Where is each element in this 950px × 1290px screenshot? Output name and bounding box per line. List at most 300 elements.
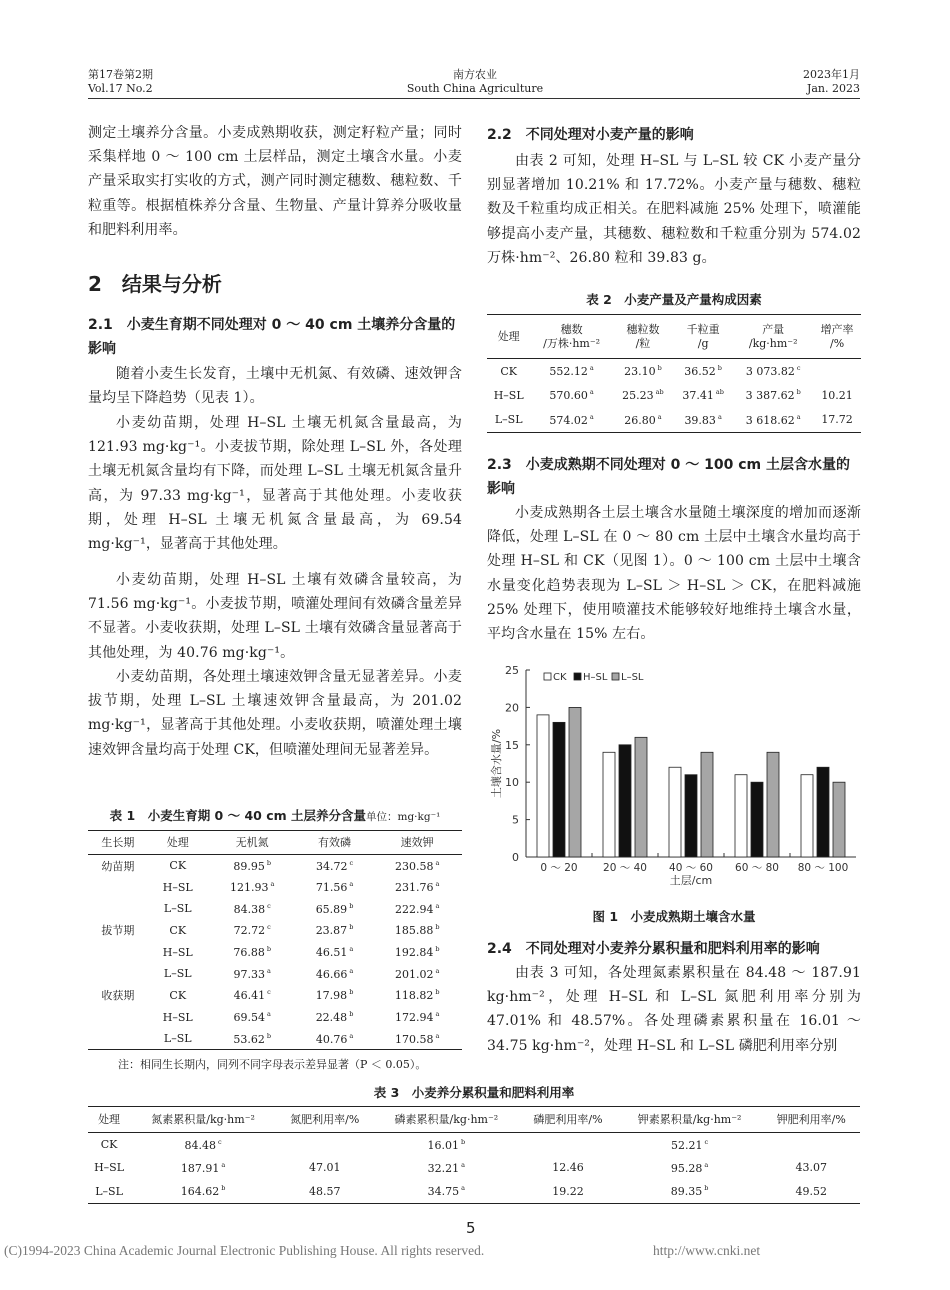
table1-available-k-value: 222.94 <box>394 902 434 916</box>
table1-inorganic-n <box>208 963 297 985</box>
table2-header <box>673 315 733 359</box>
bar-hsl-0 <box>553 722 565 857</box>
table2-thousand-grain-weight <box>673 408 733 433</box>
table1-row <box>88 985 462 1007</box>
table3-k-use-efficiency <box>763 1180 860 1204</box>
bar-lsl-1 <box>635 737 647 857</box>
table2-row <box>487 383 861 408</box>
section-title: 2 结果与分析 <box>88 272 222 296</box>
subsection-2-2-title: 2.2 不同处理对小麦产量的影响 <box>487 127 694 143</box>
table1-available-p-value: 34.72 <box>315 859 348 873</box>
table1-inorganic-n <box>208 941 297 963</box>
bar-hsl-2 <box>685 775 697 857</box>
table3-n-accumulation-significance: a <box>221 1160 226 1169</box>
table1-inorganic-n-value: 46.41 <box>233 989 266 1003</box>
table3-n-use-efficiency <box>276 1133 373 1157</box>
table3-header-row <box>88 1107 860 1133</box>
journal-name-en: South China Agriculture <box>406 82 544 95</box>
legend-label: L–SL <box>621 672 644 683</box>
table1-stage <box>88 876 148 898</box>
table1-available-p <box>297 1028 373 1050</box>
table1-title: 表 1 小麦生育期 0 ～ 40 cm 土层养分含量 <box>109 808 366 823</box>
header-date-cn: 2023年1月 <box>803 68 860 81</box>
table1-row <box>88 941 462 963</box>
table2-yield <box>733 383 813 408</box>
table2-row <box>487 408 861 433</box>
legend-swatch-lsl <box>612 673 619 680</box>
table3-p-accumulation-significance: a <box>461 1160 466 1169</box>
table1-inorganic-n-significance: a <box>270 880 275 889</box>
paragraph-2-1-c: 小麦幼苗期，处理 H–SL 土壤有效磷含量较高，为 71.56 mg·kg⁻¹。小麦拔节期，喷灌处理间有效磷含量差异不显著。小麦收获期，处理 L–SL 土壤有效磷含量显著高于其他处理，为 40.76 mg·kg⁻¹。 <box>88 572 462 661</box>
bar-hsl-3 <box>751 782 763 857</box>
table1-available-k-value: 118.82 <box>394 989 434 1003</box>
table2-yield-significance: a <box>796 412 801 421</box>
table1-inorganic-n-value: 69.54 <box>233 1011 265 1025</box>
table1-available-p <box>297 876 373 898</box>
table1-available-k <box>372 920 462 942</box>
table1-header-row <box>88 831 462 855</box>
table2-grains-per-spike-significance: b <box>657 364 662 372</box>
bar-ck-3 <box>735 775 747 857</box>
bar-hsl-4 <box>817 767 829 857</box>
table1-treatment-value: L–SL <box>163 902 192 916</box>
footer-copyright: (C)1994-2023 China Academic Journal Electronic Publishing House. All rights reserved. <box>4 1243 485 1258</box>
bar-lsl-0 <box>569 707 581 857</box>
table2-spikes <box>530 359 612 384</box>
table2-thousand-grain-weight <box>673 383 733 408</box>
table3-n-use-efficiency-value: 48.57 <box>308 1184 341 1198</box>
table2-grains-per-spike-value: 23.10 <box>624 365 656 378</box>
paragraph-2-2: 由表 2 可知，处理 H–SL 与 L–SL 较 CK 小麦产量分别显著增加 10.21% 和 17.72%。小麦产量与穗数、穗粒数及千粒重均成正相关。在肥料减施 25% 处理下，喷灌能够提高小麦产量，其穗数、穗粒数和千粒重分别为 574.02 万株·hm⁻²、26.80 粒和 39.83 g。 <box>487 153 861 266</box>
table2-spikes-value: 574.02 <box>549 413 588 427</box>
table1-inorganic-n <box>208 855 297 877</box>
table3-k-accumulation-value: 95.28 <box>670 1161 703 1175</box>
table1-available-k-significance: b <box>435 988 440 997</box>
table2-header <box>733 315 813 359</box>
table2-thousand-grain-weight-value: 37.41 <box>682 389 714 403</box>
table1-available-k-significance: b <box>435 923 440 932</box>
table1-treatment <box>148 1028 208 1050</box>
table1-available-p-value: 65.89 <box>315 902 348 916</box>
table3-header: 钾素累积量/kg·hm⁻² <box>637 1112 742 1126</box>
table3-header: 氮素累积量/kg·hm⁻² <box>151 1112 255 1126</box>
table3-p-accumulation-significance: a <box>461 1184 466 1192</box>
table2-yield-value: 3 618.62 <box>745 413 795 427</box>
bar-ck-1 <box>603 752 615 857</box>
table2-header-line1: 处理 <box>497 329 520 343</box>
table1-available-p-significance: b <box>349 988 354 997</box>
table1-available-k-value: 192.84 <box>394 946 434 960</box>
table1-treatment <box>148 898 208 920</box>
table1-available-p-value: 17.98 <box>315 989 348 1003</box>
table1-available-k-value: 201.02 <box>394 967 434 981</box>
table1-available-k <box>372 1028 462 1050</box>
table1-note: 注：相同生长期内，同列不同字母表示差异显著（P ＜ 0.05）。 <box>118 1058 427 1071</box>
table3-n-accumulation-value: 164.62 <box>180 1185 220 1198</box>
table2-grains-per-spike-value: 25.23 <box>622 389 654 403</box>
table2-header-line2: /万株·hm⁻² <box>543 336 601 350</box>
table3-treatment <box>88 1156 130 1180</box>
table1-inorganic-n-significance: c <box>267 923 271 932</box>
table2-caption: 表 2 小麦产量及产量构成因素 <box>586 292 762 307</box>
table2-header <box>613 315 673 359</box>
table2-header-row <box>487 315 861 359</box>
table3-k-accumulation-value: 89.35 <box>670 1185 703 1198</box>
table2-yield-significance: c <box>796 364 801 372</box>
table3-n-use-efficiency <box>276 1156 373 1180</box>
table1-available-k <box>372 876 462 898</box>
table3-k-use-efficiency <box>763 1156 860 1180</box>
y-tick-label: 5 <box>512 813 519 827</box>
table1-inorganic-n <box>208 876 297 898</box>
header-left <box>88 68 153 96</box>
table1-treatment <box>148 876 208 898</box>
table2-treatment <box>487 408 530 433</box>
table2-thousand-grain-weight <box>673 359 733 384</box>
table3 <box>88 1106 860 1204</box>
table3-p-use-efficiency <box>519 1133 616 1157</box>
table1-inorganic-n-value: 84.38 <box>233 902 266 916</box>
table3-header: 磷素累积量/kg·hm⁻² <box>394 1112 499 1126</box>
table1-stage-value: 拔节期 <box>101 924 135 938</box>
header-right <box>803 68 860 96</box>
table2-thousand-grain-weight-significance: a <box>717 412 722 421</box>
table3-header: 磷肥利用率/% <box>533 1112 603 1126</box>
table3-treatment-value: CK <box>100 1138 118 1151</box>
table3-k-use-efficiency <box>763 1133 860 1157</box>
bar-ck-0 <box>537 715 549 857</box>
table1-available-k-significance: a <box>435 1010 440 1019</box>
table2-header-line2: /% <box>829 336 845 350</box>
table1-available-k-significance: a <box>435 966 440 975</box>
legend-swatch-hsl <box>574 673 581 680</box>
table3-k-accumulation-significance: a <box>704 1160 709 1169</box>
bar-lsl-4 <box>833 782 845 857</box>
table1-stage-value: 幼苗期 <box>101 859 135 873</box>
table1-caption <box>88 806 462 824</box>
table1-inorganic-n-value: 121.93 <box>230 881 269 895</box>
table2-row <box>487 359 861 384</box>
table1-available-k-significance: a <box>435 880 440 889</box>
table1-available-p-value: 46.66 <box>315 967 348 981</box>
table3-row <box>88 1156 860 1180</box>
paragraph-2-4: 由表 3 可知，各处理氮素累积量在 84.48 ～ 187.91 kg·hm⁻²，处理 H–SL 和 L–SL 氮肥利用率分别为 47.01% 和 48.57%。各处理磷素累积量在 16.01 ～ 34.75 kg·hm⁻²，处理 H–SL 和 L–SL 磷肥利用率分别 <box>487 965 861 1054</box>
table1-stage <box>88 1006 148 1028</box>
subsection-2-1-title: 2.1 小麦生育期不同处理对 0 ～ 40 cm 土壤养分含量的影响 <box>88 317 456 357</box>
y-tick-label: 0 <box>512 851 519 864</box>
footer-url: http://www.cnki.net <box>653 1243 761 1258</box>
table1-inorganic-n-significance: b <box>266 858 272 867</box>
table2-spikes-value: 570.60 <box>549 389 588 403</box>
table2-grains-per-spike-significance: a <box>657 412 662 421</box>
table1-header: 无机氮 <box>235 835 269 849</box>
table1-available-p-value: 71.56 <box>315 881 348 895</box>
y-axis-title: 土壤含水量/% <box>490 728 503 799</box>
table3-n-accumulation-value: 187.91 <box>180 1161 220 1175</box>
table3-treatment-value: L–SL <box>95 1184 123 1198</box>
table2-spikes <box>530 383 612 408</box>
table3-n-use-efficiency-value: 47.01 <box>308 1161 341 1175</box>
table1-available-p-value: 22.48 <box>315 1011 348 1025</box>
table1-inorganic-n-value: 72.72 <box>233 924 266 938</box>
table1-available-p <box>297 941 373 963</box>
figure1-caption: 图 1 小麦成熟期土壤含水量 <box>592 909 756 924</box>
table1-available-k <box>372 855 462 877</box>
legend-label: H–SL <box>583 672 608 683</box>
intro-paragraph: 测定土壤养分含量。小麦成熟期收获，测定籽粒产量；同时采集样地 0 ～ 100 cm 土层样品，测定土壤含水量。小麦产量采取实打实收的方式，测产同时测定穗数、穗粒数、千粒重等。根据植株养分含量、生物量、产量计算养分吸收量和肥料利用率。 <box>88 125 462 238</box>
table1-stage <box>88 1028 148 1050</box>
table1-available-k-significance: a <box>435 858 440 867</box>
table3-k-accumulation <box>617 1180 763 1204</box>
table2-spikes-value: 552.12 <box>549 365 588 378</box>
table2-header-line1: 增产率 <box>820 322 854 336</box>
table1-available-p-significance: a <box>349 966 354 975</box>
table2-header-line1: 穗数 <box>560 322 583 336</box>
table1-inorganic-n <box>208 985 297 1007</box>
table1-row <box>88 876 462 898</box>
table1-header: 处理 <box>166 835 189 849</box>
table1-available-p-value: 23.87 <box>315 924 348 938</box>
table2-grains-per-spike-value: 26.80 <box>624 413 656 427</box>
table1-available-p-significance: c <box>349 858 354 867</box>
y-tick-label: 15 <box>505 738 519 752</box>
table1-available-p <box>297 963 373 985</box>
table1-inorganic-n <box>208 920 297 942</box>
table1-treatment <box>148 985 208 1007</box>
table2-header-line1: 产量 <box>762 322 785 336</box>
y-tick-label: 20 <box>505 701 519 715</box>
table1-available-k-value: 170.58 <box>394 1032 434 1046</box>
table3-p-accumulation <box>373 1133 519 1157</box>
table3-caption: 表 3 小麦养分累积量和肥料利用率 <box>373 1085 575 1100</box>
table3-p-accumulation-value: 32.21 <box>427 1161 460 1175</box>
bar-ck-4 <box>801 775 813 857</box>
table3-treatment <box>88 1180 130 1204</box>
table1-available-p <box>297 920 373 942</box>
table3-p-accumulation-significance: b <box>461 1137 466 1146</box>
table1-available-k-value: 185.88 <box>394 924 434 938</box>
table1-inorganic-n-value: 76.88 <box>233 946 265 960</box>
legend-swatch-ck <box>544 673 551 680</box>
table1-treatment <box>148 920 208 942</box>
table1-treatment-value: CK <box>169 988 187 1002</box>
table3-p-use-efficiency-value: 12.46 <box>552 1161 584 1175</box>
table1-available-p-value: 40.76 <box>315 1032 348 1046</box>
table1-available-p-significance: b <box>349 923 354 932</box>
header-date-en: Jan. 2023 <box>806 82 860 95</box>
table1-available-k <box>372 898 462 920</box>
table1-available-k <box>372 963 462 985</box>
table1-available-p-significance: b <box>349 1010 354 1019</box>
table1-stage-value: 收获期 <box>101 989 135 1003</box>
table1-treatment-value: H–SL <box>162 1010 193 1024</box>
table1-row <box>88 920 462 942</box>
table1-header: 速效钾 <box>400 835 434 849</box>
bar-hsl-1 <box>619 745 631 857</box>
table3-k-accumulation-significance: c <box>704 1137 709 1146</box>
table1-row <box>88 1028 462 1050</box>
x-tick-label: 80 ～ 100 <box>797 862 849 874</box>
paragraph-2-1-b: 小麦幼苗期，处理 H–SL 土壤无机氮含量最高，为 121.93 mg·kg⁻¹。小麦拔节期，除处理 L–SL 外，各处理土壤无机氮含量均有下降，而处理 L–SL 土壤无机氮含量升高，为 97.33 mg·kg⁻¹，显著高于其他处理。小麦收获期，处理 H–SL 土壤无机氮含量最高，为 69.54 mg·kg⁻¹，显著高于其他处理。 <box>88 415 462 553</box>
table1-treatment-value: H–SL <box>162 945 193 959</box>
table1-treatment <box>148 855 208 877</box>
table1 <box>88 830 462 1050</box>
table2 <box>487 314 861 433</box>
table2-header <box>487 315 530 359</box>
table1-inorganic-n <box>208 1028 297 1050</box>
table1-inorganic-n-significance: a <box>267 1010 271 1019</box>
table1-available-p-value: 46.51 <box>315 946 348 960</box>
table1-treatment-value: L–SL <box>163 967 192 981</box>
table1-row <box>88 855 462 877</box>
table2-spikes-significance: a <box>589 364 594 372</box>
table2-header <box>813 315 861 359</box>
table1-header: 生长期 <box>101 835 135 849</box>
table3-n-accumulation <box>130 1156 276 1180</box>
table1-inorganic-n-significance: b <box>266 1031 272 1040</box>
table1-stage <box>88 985 148 1007</box>
table2-yield-value: 3 073.82 <box>745 365 795 378</box>
table3-n-accumulation <box>130 1180 276 1204</box>
table3-p-accumulation-value: 16.01 <box>427 1138 460 1152</box>
soil-moisture-bar-chart <box>480 660 860 890</box>
header-center <box>360 68 590 96</box>
table3-p-use-efficiency <box>519 1156 616 1180</box>
table3-k-accumulation <box>617 1156 763 1180</box>
table3-n-accumulation <box>130 1133 276 1157</box>
table3-k-use-efficiency-value: 43.07 <box>795 1161 828 1175</box>
table1-available-k <box>372 941 462 963</box>
table3-p-accumulation <box>373 1156 519 1180</box>
table1-row <box>88 898 462 920</box>
table2-spikes <box>530 408 612 433</box>
table1-inorganic-n-significance: b <box>266 945 272 954</box>
table3-header: 钾肥利用率/% <box>776 1112 846 1126</box>
legend-label: CK <box>553 672 567 683</box>
table1-inorganic-n-value: 89.95 <box>233 859 265 873</box>
table1-inorganic-n-significance: a <box>267 966 271 975</box>
table1-treatment-value: H–SL <box>162 880 193 894</box>
table1-unit: 单位：mg·kg⁻¹ <box>365 811 441 823</box>
table2-thousand-grain-weight-value: 36.52 <box>684 365 716 378</box>
table1-treatment-value: CK <box>169 859 187 873</box>
table3-header: 处理 <box>98 1112 121 1126</box>
table1-available-p <box>297 1006 373 1028</box>
x-tick-label: 40 ～ 60 <box>669 862 713 874</box>
table1-inorganic-n <box>208 898 297 920</box>
table2-yield <box>733 359 813 384</box>
table3-p-use-efficiency-value: 19.22 <box>552 1184 584 1198</box>
page-number: 5 <box>466 1219 476 1237</box>
x-tick-label: 20 ～ 40 <box>603 862 647 874</box>
table1-available-k-significance: b <box>435 945 440 954</box>
table3-n-accumulation-significance: b <box>221 1184 226 1192</box>
header-volume-en: Vol.17 No.2 <box>88 82 153 95</box>
table1-stage <box>88 855 148 877</box>
table1-available-k-value: 172.94 <box>394 1011 434 1025</box>
paragraph-2-1-d: 小麦幼苗期，各处理土壤速效钾含量无显著差异。小麦拔节期，处理 L–SL 土壤速效钾含量最高，为 201.02 mg·kg⁻¹，显著高于其他处理。小麦收获期，喷灌处理土壤速效钾含量均高于处理 CK，但喷灌处理间无显著差异。 <box>88 669 462 758</box>
x-tick-label: 0 ～ 20 <box>540 862 578 874</box>
table2-increase-rate <box>813 408 861 433</box>
table3-p-accumulation <box>373 1180 519 1204</box>
paragraph-2-1-a: 随着小麦生长发育，土壤中无机氮、有效磷、速效钾含量均呈下降趋势（见表 1）。 <box>88 366 462 407</box>
table1-row <box>88 1006 462 1028</box>
table2-treatment <box>487 383 530 408</box>
table2-spikes-significance: a <box>589 412 594 421</box>
header-rule <box>88 98 860 99</box>
table2-thousand-grain-weight-value: 39.83 <box>684 413 716 427</box>
header-volume-cn: 第17卷第2期 <box>88 68 153 81</box>
table2-header-line1: 千粒重 <box>686 322 720 336</box>
table2-grains-per-spike <box>613 408 673 433</box>
table3-p-use-efficiency <box>519 1180 616 1204</box>
table2-header-line1: 穗粒数 <box>626 322 660 336</box>
table3-k-accumulation <box>617 1133 763 1157</box>
table2-yield-significance: b <box>796 388 801 397</box>
table2-yield <box>733 408 813 433</box>
table2-yield-value: 3 387.62 <box>745 389 795 403</box>
bar-ck-2 <box>669 767 681 857</box>
table2-treatment <box>487 359 530 384</box>
table3-treatment-value: H–SL <box>94 1161 125 1175</box>
table3-k-accumulation-significance: b <box>704 1184 709 1192</box>
table1-available-p <box>297 855 373 877</box>
table2-thousand-grain-weight-significance: ab <box>715 388 724 397</box>
subsection-2-4-title: 2.4 不同处理对小麦养分累积量和肥料利用率的影响 <box>487 941 820 957</box>
table1-available-k <box>372 985 462 1007</box>
table2-grains-per-spike <box>613 359 673 384</box>
table3-k-accumulation-value: 52.21 <box>671 1138 703 1152</box>
table2-grains-per-spike <box>613 383 673 408</box>
table1-available-k <box>372 1006 462 1028</box>
table2-thousand-grain-weight-significance: b <box>717 364 722 372</box>
table2-grains-per-spike-significance: ab <box>655 388 664 397</box>
table3-p-accumulation-value: 34.75 <box>427 1185 460 1198</box>
table1-stage <box>88 941 148 963</box>
table1-available-p-significance: a <box>349 945 354 954</box>
table1-row <box>88 963 462 985</box>
x-axis-title: 土层/cm <box>669 874 713 887</box>
table3-n-accumulation-value: 84.48 <box>184 1138 217 1152</box>
table2-increase-rate-value: 17.72 <box>821 413 853 426</box>
paragraph-2-3: 小麦成熟期各土层土壤含水量随土壤深度的增加而逐渐降低，处理 L–SL 在 0 ～ 80 cm 土层中土壤含水量均高于处理 H–SL 和 CK（见图 1）。0 ～ 100 cm 土层中土壤含水量变化趋势表现为 L–SL ＞ H–SL ＞ CK，在肥料减施 25% 处理下，使用喷灌技术能够较好地维持土壤含水量，平均含水量在 15% 左右。 <box>487 505 861 643</box>
table2-increase-rate <box>813 359 861 384</box>
y-tick-label: 10 <box>505 776 519 790</box>
table2-increase-rate-value: 10.21 <box>821 388 853 402</box>
table1-inorganic-n-value: 97.33 <box>233 967 265 981</box>
table3-treatment <box>88 1133 130 1157</box>
table1-available-p-significance: b <box>349 901 354 910</box>
table3-n-use-efficiency <box>276 1180 373 1204</box>
table1-available-p-significance: a <box>349 880 354 889</box>
table1-treatment <box>148 1006 208 1028</box>
table2-treatment-value: H–SL <box>493 388 524 402</box>
x-tick-label: 60 ～ 80 <box>735 862 779 874</box>
table2-treatment-value: L–SL <box>494 413 523 426</box>
table1-available-k-significance: a <box>435 901 440 910</box>
table3-row <box>88 1180 860 1204</box>
table1-inorganic-n <box>208 1006 297 1028</box>
table1-header: 有效磷 <box>318 835 352 849</box>
table1-stage <box>88 898 148 920</box>
table1-stage <box>88 963 148 985</box>
table1-inorganic-n-significance: c <box>267 988 271 997</box>
table3-row <box>88 1133 860 1157</box>
table2-header <box>530 315 612 359</box>
bar-lsl-2 <box>701 752 713 857</box>
table1-available-p <box>297 898 373 920</box>
table1-available-k-significance: a <box>435 1031 440 1040</box>
